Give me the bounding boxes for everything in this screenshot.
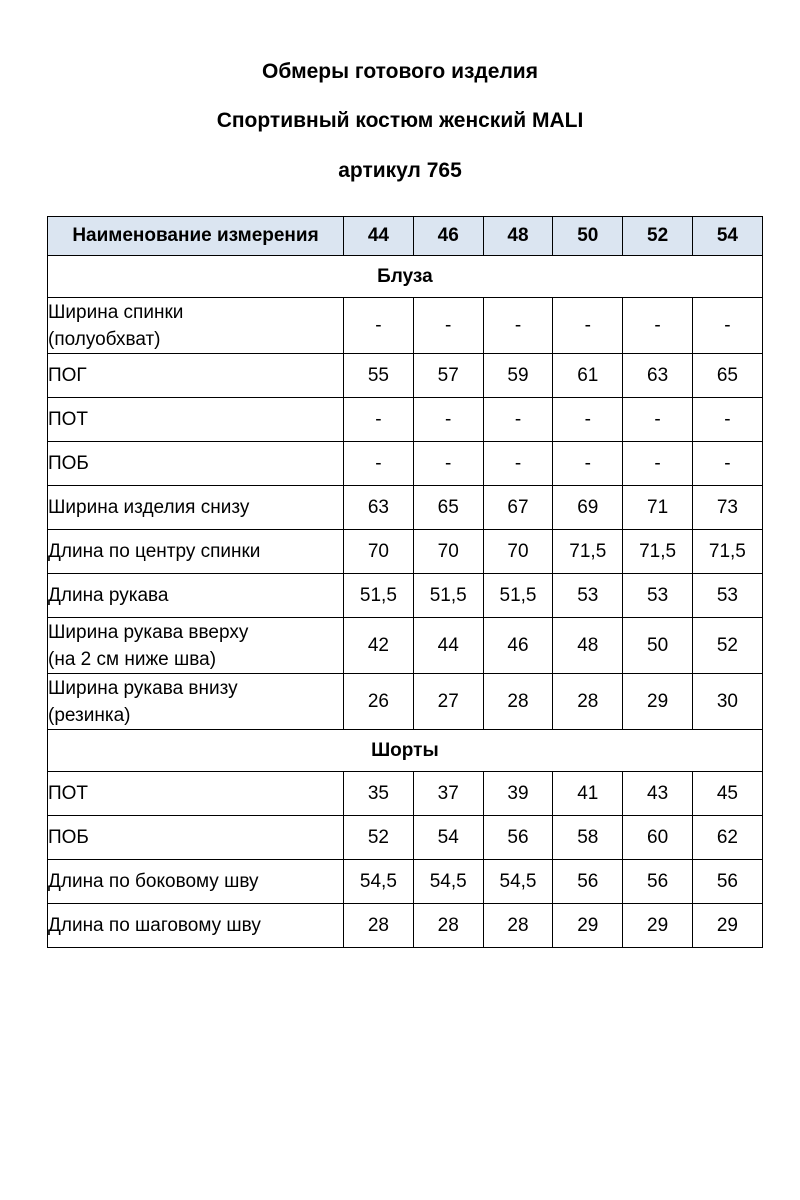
measurement-value: 30: [692, 674, 762, 730]
measurement-value: -: [623, 298, 693, 354]
measurement-value: 56: [623, 860, 693, 904]
measurement-label-line: Ширина рукава внизу: [48, 677, 238, 699]
measurement-label-line: (на 2 см ниже шва): [48, 648, 217, 670]
measurement-label: [48, 816, 344, 860]
measurement-value: 56: [483, 816, 553, 860]
measurement-value: 60: [623, 816, 693, 860]
header-size: 46: [413, 217, 483, 256]
measurement-value: 44: [413, 618, 483, 674]
measurement-value: 43: [623, 772, 693, 816]
measurement-value: 59: [483, 354, 553, 398]
table-row: [48, 860, 763, 904]
measurement-value: -: [344, 442, 414, 486]
table-body: [48, 256, 763, 948]
table-header: [48, 217, 763, 256]
measurement-value: 54,5: [483, 860, 553, 904]
measurement-value: -: [553, 442, 623, 486]
table-row: [48, 354, 763, 398]
section-row: [48, 256, 763, 298]
section-title: Блуза: [48, 256, 763, 298]
measurement-value: 70: [344, 530, 414, 574]
measurement-value: -: [413, 442, 483, 486]
measurement-value: -: [623, 442, 693, 486]
measurement-value: 28: [553, 674, 623, 730]
table-row: [48, 772, 763, 816]
measurement-value: 51,5: [483, 574, 553, 618]
measurement-value: 28: [483, 904, 553, 948]
measurement-value: 26: [344, 674, 414, 730]
table-row: [48, 486, 763, 530]
measurement-label-line: ПОБ: [48, 453, 89, 474]
measurement-label-line: (резинка): [48, 704, 131, 726]
measurement-label: [48, 772, 344, 816]
measurement-value: 29: [692, 904, 762, 948]
measurements-table: [47, 216, 763, 948]
header-row: [48, 217, 763, 256]
measurement-label-line: Длина по центру спинки: [48, 541, 261, 562]
measurement-value: 57: [413, 354, 483, 398]
measurement-value: 56: [553, 860, 623, 904]
measurement-label-line: Длина по боковому шву: [48, 871, 259, 892]
measurement-label-line: Ширина спинки: [48, 301, 184, 323]
measurement-label: [48, 298, 344, 354]
table-row: [48, 816, 763, 860]
measurement-value: 71,5: [553, 530, 623, 574]
measurement-value: -: [344, 298, 414, 354]
measurement-label-line: ПОБ: [48, 827, 89, 848]
measurement-value: 70: [483, 530, 553, 574]
measurement-value: 53: [553, 574, 623, 618]
measurement-label-line: Ширина рукава вверху: [48, 621, 249, 643]
article-number: артикул 765: [338, 159, 462, 182]
measurement-value: 67: [483, 486, 553, 530]
measurement-label: [48, 904, 344, 948]
measurement-value: 28: [344, 904, 414, 948]
measurement-value: 29: [623, 904, 693, 948]
measurement-value: -: [623, 398, 693, 442]
measurement-value: 58: [553, 816, 623, 860]
measurement-value: 46: [483, 618, 553, 674]
document-title: Обмеры готового изделия: [262, 60, 538, 83]
measurement-value: 65: [692, 354, 762, 398]
measurement-value: 28: [413, 904, 483, 948]
measurement-value: -: [483, 398, 553, 442]
measurement-value: -: [692, 298, 762, 354]
measurement-value: 50: [623, 618, 693, 674]
header-size: 52: [623, 217, 693, 256]
measurement-value: 71: [623, 486, 693, 530]
measurement-value: 48: [553, 618, 623, 674]
measurement-label: [48, 574, 344, 618]
measurement-value: 65: [413, 486, 483, 530]
measurement-value: 29: [553, 904, 623, 948]
measurement-label-line: ПОТ: [48, 409, 89, 430]
measurement-label: [48, 618, 344, 674]
measurement-value: 69: [553, 486, 623, 530]
measurement-value: 73: [692, 486, 762, 530]
measurement-value: 29: [623, 674, 693, 730]
header-size: 50: [553, 217, 623, 256]
measurement-value: 54,5: [344, 860, 414, 904]
measurement-value: 63: [344, 486, 414, 530]
table-row: [48, 530, 763, 574]
measurement-value: 52: [692, 618, 762, 674]
product-name: Спортивный костюм женский MALI: [216, 109, 584, 132]
measurement-value: 62: [692, 816, 762, 860]
measurement-value: 51,5: [344, 574, 414, 618]
measurement-value: 51,5: [413, 574, 483, 618]
measurement-value: 27: [413, 674, 483, 730]
measurement-value: -: [692, 398, 762, 442]
measurement-label-line: Ширина изделия снизу: [48, 497, 250, 518]
measurement-value: -: [483, 298, 553, 354]
table-row: [48, 904, 763, 948]
measurement-value: 71,5: [623, 530, 693, 574]
measurement-label-line: Длина по шаговому шву: [48, 915, 261, 936]
measurement-label: [48, 860, 344, 904]
measurement-value: -: [553, 398, 623, 442]
measurement-value: 55: [344, 354, 414, 398]
measurement-value: 71,5: [692, 530, 762, 574]
measurement-label-line: Длина рукава: [48, 585, 169, 606]
measurement-value: 35: [344, 772, 414, 816]
measurement-value: 70: [413, 530, 483, 574]
measurement-value: 52: [344, 816, 414, 860]
measurement-value: 53: [692, 574, 762, 618]
table-row: [48, 674, 763, 730]
measurement-value: 53: [623, 574, 693, 618]
measurement-value: 42: [344, 618, 414, 674]
measurement-value: -: [344, 398, 414, 442]
header-size: 48: [483, 217, 553, 256]
header-size: 44: [344, 217, 414, 256]
measurement-label: [48, 442, 344, 486]
measurement-value: -: [413, 398, 483, 442]
measurement-value: -: [483, 442, 553, 486]
measurement-value: -: [413, 298, 483, 354]
measurement-label-line: ПОГ: [48, 365, 87, 386]
measurement-value: 54: [413, 816, 483, 860]
measurement-value: -: [553, 298, 623, 354]
measurement-value: 61: [553, 354, 623, 398]
measurement-value: 56: [692, 860, 762, 904]
header-size: 54: [692, 217, 762, 256]
measurement-value: 54,5: [413, 860, 483, 904]
table-row: [48, 574, 763, 618]
measurement-value: 41: [553, 772, 623, 816]
table-row: [48, 618, 763, 674]
section-title: Шорты: [48, 730, 763, 772]
measurement-label-line: ПОТ: [48, 783, 89, 804]
measurement-value: 39: [483, 772, 553, 816]
measurement-label: [48, 354, 344, 398]
measurement-value: 63: [623, 354, 693, 398]
header-measurement-name: Наименование измерения: [48, 217, 344, 256]
measurement-label: [48, 486, 344, 530]
table-row: [48, 398, 763, 442]
measurement-label: [48, 398, 344, 442]
measurement-label: [48, 530, 344, 574]
measurement-value: 45: [692, 772, 762, 816]
table-row: [48, 298, 763, 354]
section-row: [48, 730, 763, 772]
measurement-label: [48, 674, 344, 730]
measurement-value: 28: [483, 674, 553, 730]
table-row: [48, 442, 763, 486]
measurement-label-line: (полуобхват): [48, 328, 161, 350]
measurement-value: -: [692, 442, 762, 486]
measurement-value: 37: [413, 772, 483, 816]
